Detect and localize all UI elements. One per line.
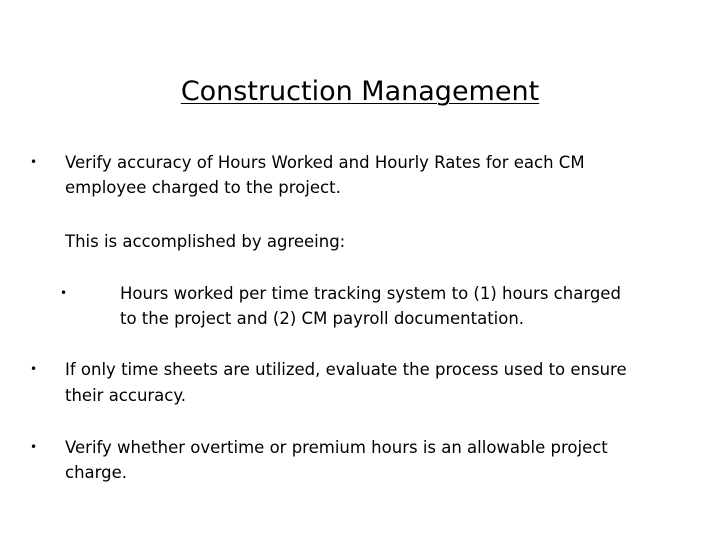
bullet-3-line-1: Verify whether overtime or premium hours is an allowable project — [65, 438, 608, 457]
sub-bullet-line-2: to the project and (2) CM payroll documentation. — [120, 309, 525, 328]
sub-intro-text: This is accomplished by agreeing: — [65, 232, 346, 251]
sub-bullet-line-1: Hours worked per time tracking system to (1) hours charged — [120, 284, 621, 303]
bullet-1-line-1: Verify accuracy of Hours Worked and Hourly Rates for each CM — [65, 153, 585, 172]
bullet-2-line-2: their accuracy. — [65, 386, 187, 405]
bullet-marker: • — [30, 440, 38, 454]
bullet-2-line-1: If only time sheets are utilized, evaluate the process used to ensure — [65, 360, 627, 379]
bullet-3-line-2: charge. — [65, 463, 128, 482]
sub-bullet-marker: • — [60, 286, 68, 300]
bullet-marker: • — [30, 155, 38, 169]
bullet-1-line-2: employee charged to the project. — [65, 178, 341, 197]
bullet-marker: • — [30, 362, 38, 376]
slide-title: Construction Management — [180, 76, 540, 107]
